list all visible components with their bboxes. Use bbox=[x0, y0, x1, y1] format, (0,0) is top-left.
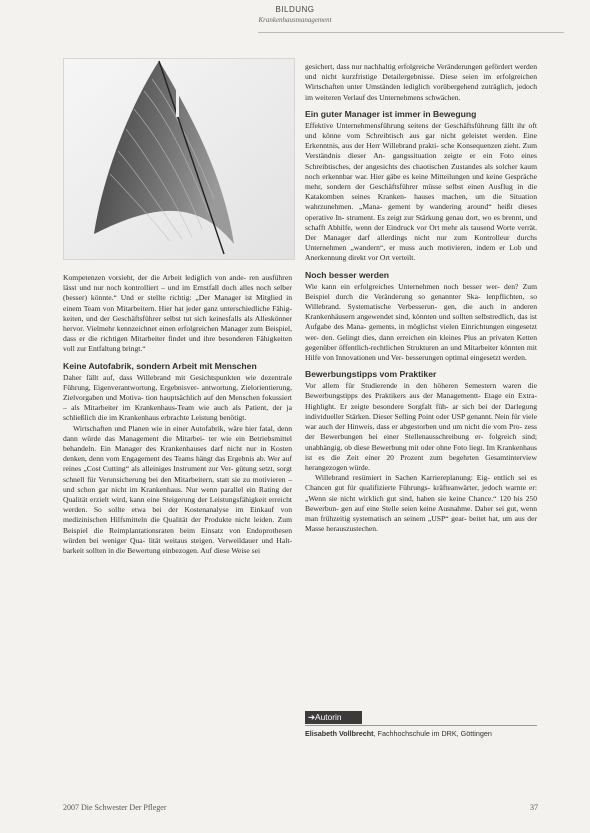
author-line bbox=[305, 729, 545, 738]
subheading: Noch besser werden bbox=[305, 269, 390, 280]
body-paragraph: gesichert, dass nur nachhaltig erfolgreiche Veränderungen gefördert werden und nicht kurzfristige Detailergebnisse. Diese seien im erfolgreichen Wirtschaften unter Umständen lediglich vorübergehend zuträglich, jedoch im weiteren Verlauf des Unternehmens schwächen. bbox=[305, 62, 537, 102]
sail-photo bbox=[63, 58, 295, 260]
subheading: Bewerbungstipps vom Praktiker bbox=[305, 369, 437, 380]
header-rule bbox=[258, 32, 564, 33]
body-paragraph: Wie kann ein erfolgreiches Unternehmen noch besser wer- den? Zum Beispiel durch die Veränderung so genannter Ska- lenpflichten, so Willebrand. Systematische Verbesserun- gen, die auch in anderen Krankenhäusern angewendet sind, könnten und sollten selbstredlich, das ist Aufgabe des Mana- gements, in möglichst vielen Einrichtungen eingesetzt wer- den. Gelingt dies, dann erreichen ein kleines Plus an privaten Ketten gegenüber öffentlich-rechtlichen Strukturen an und Mitarbeiter könnten mit Hilfe von Innovationen und Ver- besserungen optimal eingesetzt werden. bbox=[305, 281, 537, 363]
author-divider bbox=[305, 725, 537, 726]
page-number: 37 bbox=[530, 803, 538, 812]
subheading: Ein guter Manager ist immer in Bewegung bbox=[305, 108, 477, 119]
body-paragraph: Effektive Unternehmensführung seitens der Geschäftsführung fällt ihr oft und könne vom Schreibtisch aus gar nicht geleistet werden. Eine Erkenntnis, aus der Herr Willebrand prakti- sche Konsequenzen zieht. Zum Verständnis dieser An- gangssituation zeigte er ein Foto eines Schreibtisches, der angesichts des chaotischen Zustandes als solcher kaum noch erkennbar war. Hier gäbe es keine Mitteilungen und keine Gespräche mehr, sondern der Geschäftsführer müsse selbst einen Ausflug in die Katakomben seines Kranken- hauses machen, um die Situation wahrzunehmen. „Mana- gement by wandering around“ heißt dieses operative In- strument. Es zeigt zur Stärkung genau dort, wo es brennt, und schafft Abhilfe, wenn der Eindruck vor Ort mehr als tausend Worte verrät. Der Manager darf allerdings nicht nur zum Kontrolleur durchs Unternehmen „wandern“, er muss auch motivieren, indem er Lob und Anerkennung direkt vor Ort verteilt. bbox=[305, 120, 537, 263]
right-column bbox=[305, 62, 537, 534]
body-paragraph: Vor allem für Studierende in den höheren Semestern waren die Bewerbungstipps des Praktikers aus der Managementt- Etage ein Extra-Highlight. Er zeigte besondere Sorgfalt füh- ar sich bei der Darlegung individueller Stärken. Dieser Selling Point oder USP genannt. Nein für viele war auch der Hinweis, dass er abgestorben und um nicht die vom Pro- zess der Bewerbungen bei einer Stellenausschreibung er- folgreich sind; unabhängig, ob diese Bewerbung mit oder ohne Foto liegt. Im Krankenhaus ist es die Zeit einer 20 Prozent zum begehrten Gesamtinterview herangezogen würde. bbox=[305, 381, 537, 472]
author-badge bbox=[305, 711, 362, 724]
page-header bbox=[0, 5, 590, 24]
left-column bbox=[63, 273, 292, 556]
author-affiliation: , Fachhochschule im DRK, Göttingen bbox=[373, 729, 492, 738]
author-name: Elisabeth Vollbrecht bbox=[305, 729, 374, 738]
arrow-icon: ➔ bbox=[308, 712, 316, 722]
body-paragraph: Kompetenzen vorsieht, der die Arbeit lediglich von ande- ren ausführen lässt und nur noch kontrolliert – und im Ernstfall doch alles noch selber (besser) könnte.“ Und er stellte richtig: „Der Manager ist Mitglied in einem Team von Mitarbeitern. Hier hat jeder ganz unterschiedliche Fähig- keiten, und der Geschäftsführer selbst tut sich keinesfalls als Alleskönner hervor. Vielmehr kennzeichnet einen erfolgreichen Manager zum Beispiel, dass er die richtigen Mitarbeiter findet und ihre besonderen Fähigkeiten voll zur Entfaltung bringt.“ bbox=[63, 273, 292, 354]
author-badge-label: Autorin bbox=[315, 712, 342, 722]
subheading: Keine Autofabrik, sondern Arbeit mit Menschen bbox=[63, 360, 257, 371]
body-paragraph: Daher fällt auf, dass Willebrand mit Gesichtspunkten wie dezentrale Führung, Eigenverantwortung, Ergebnisver- antwortung, Zielorientierung, Zielvorgaben und Motiva- tion hauptsächlich auf den Menschen fokussiert – als Mitarbeiter im Krankenhaus-Team wie auch als Patient, der ja schließlich die im Krankenhaus erbrachte Leistung benötigt. bbox=[63, 372, 292, 423]
footer-publication: 2007 Die Schwester Der Pfleger bbox=[63, 803, 167, 812]
section-title: BILDUNG bbox=[275, 5, 315, 14]
body-paragraph: Wirtschaften und Planen wie in einer Autofabrik, wäre hier fatal, denn dann würde das Management die Mitarbei- ter wie ein Betriebsmittel behandeln. Ein Manager des Krankenhauses darf nicht nur in Kosten denken, denn vom Engagement des Teams hängt das Ergebnis ab. Wer auf reines „Cost Cutting“ als alleiniges Instrument zur Ver- gütung setzt, sorgt schnell für Verunsicherung bei den Mitarbeitern, statt sie zu motivieren – und schon gar nicht im Krankenhaus. Nur wenn parallel ein Rating der Qualität erzielt wird, kann eine Steigerung der Leistungsfähigkeit erreicht werden. So sollte etwa bei der Kostenanalyse im Einkauf von medizinischen Hilfsmitteln die Qualität der Produkte nicht leiden. Zum Beispiel die Reimplantationsraten beim Einsatz von Endoprothesen würden bei weniger Qua- lität weitaus steigen. Verweildauer und Halt- barkeit sollten in die Bewertung einbezogen. Auf diese Weise sei bbox=[63, 423, 292, 556]
body-paragraph: Willebrand resümiert in Sachen Karriereplanung: Eig- entlich sei es Chancen gut für qualifizierte Führungs- kräfteanwärter, jedoch warnte er: „Wenn sie nicht wirklich gut sind, haben sie keine Chance.“ 120 bis 250 Bewerbun- gen auf eine Stelle seien keine Ausnahme. Daher sei gut, wenn man frühzeitig systematisch an seinem „USP“ gear- beitet hat, um aus der Masse herauszustechen. bbox=[305, 473, 537, 534]
section-subtitle: Krankenhausmanagement bbox=[258, 16, 332, 24]
